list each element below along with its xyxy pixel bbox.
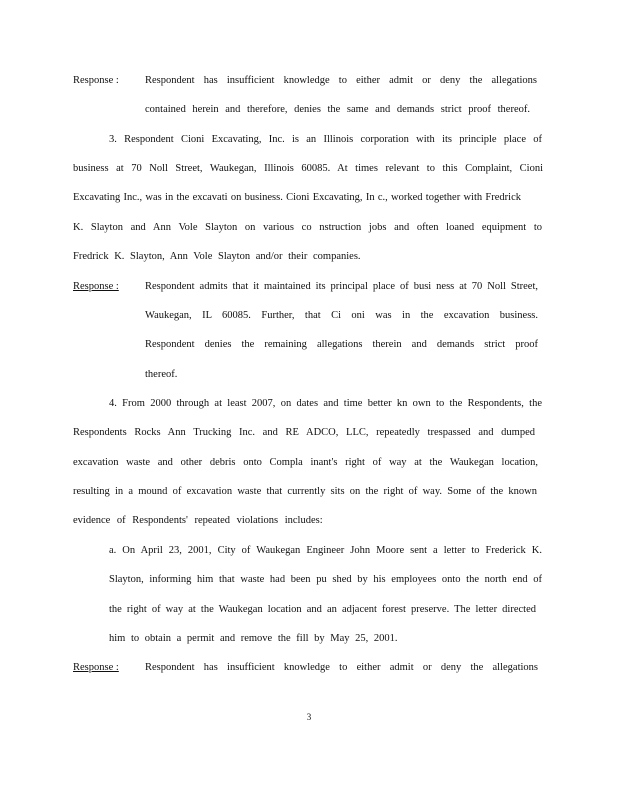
response-text-line: Respondent has insufficient knowledge to either admit or deny the allegations [145,75,537,86]
paragraph-line: 4. From 2000 through at least 2007, on dates and time better kn own to the Respondents, the [109,398,542,409]
paragraph-line: evidence of Respondents' repeated violations includes: [73,515,323,526]
paragraph-line: 3. Respondent Cioni Excavating, Inc. is an Illinois corporation with its principle place of [109,134,542,145]
response-label: Response : [73,662,119,673]
response-text-line: Respondent has insufficient knowledge to either admit or deny the allegations [145,662,538,673]
response-text-line: Respondent denies the remaining allegations therein and demands strict proof [145,339,538,350]
paragraph-line: Respondents Rocks Ann Trucking Inc. and RE ADCO, LLC, repeatedly trespassed and dumped [73,427,535,438]
paragraph-line: Excavating Inc., was in the excavati on business. Cioni Excavating, In c., worked together with Fredrick [73,192,521,203]
paragraph-line: excavation waste and other debris onto Compla inant's right of way at the Waukegan location, [73,457,538,468]
list-item-line: Slayton, informing him that waste had been pu shed by his employees onto the north end of [109,574,542,585]
response-label: Response : [73,75,119,86]
list-item-line: him to obtain a permit and remove the fill by May 25, 2001. [109,633,398,644]
paragraph-line: K. Slayton and Ann Vole Slayton on various co nstruction jobs and often loaned equipment to [73,222,542,233]
list-item-line: the right of way at the Waukegan location and an adjacent forest preserve. The letter directed [109,604,536,615]
response-text-line: Respondent admits that it maintained its principal place of busi ness at 70 Noll Street, [145,281,538,292]
paragraph-line: business at 70 Noll Street, Waukegan, Illinois 60085. At times relevant to this Complaint, Cioni [73,163,543,174]
paragraph-line: resulting in a mound of excavation waste that currently sits on the right of way. Some of the known [73,486,537,497]
response-label: Response : [73,281,119,292]
list-item-line: a. On April 23, 2001, City of Waukegan Engineer John Moore sent a letter to Frederick K. [109,545,542,556]
response-text-line: contained herein and therefore, denies the same and demands strict proof thereof. [145,104,530,115]
response-text-line: thereof. [145,369,178,380]
page-number: 3 [306,712,312,722]
paragraph-line: Fredrick K. Slayton, Ann Vole Slayton and/or their companies. [73,251,361,262]
response-text-line: Waukegan, IL 60085. Further, that Ci oni was in the excavation business. [145,310,538,321]
